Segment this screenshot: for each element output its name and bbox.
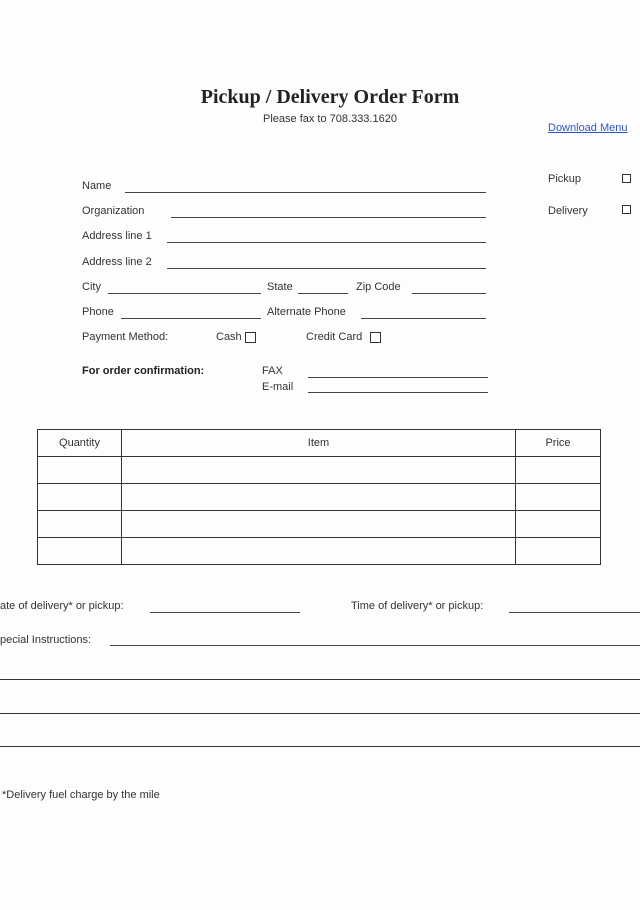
cash-checkbox[interactable] [245,332,256,343]
special-instructions-label: pecial Instructions: [0,634,92,646]
pickup-checkbox[interactable] [622,174,631,183]
address1-label: Address line 1 [82,230,152,242]
form-subtitle: Please fax to 708.333.1620 [263,113,397,125]
city-label: City [82,281,101,293]
table-row [38,457,601,484]
name-label: Name [82,180,112,192]
quantity-cell[interactable] [38,457,122,484]
organization-field[interactable] [171,217,486,218]
phone-label: Phone [82,306,114,318]
price-cell[interactable] [516,511,601,538]
state-label: State [267,281,293,293]
item-cell[interactable] [122,538,516,565]
alt-phone-field[interactable] [361,318,486,319]
payment-method-label: Payment Method: [82,331,169,343]
pickup-label: Pickup [548,173,582,185]
instructions-line-2[interactable] [0,679,640,680]
delivery-checkbox[interactable] [622,205,631,214]
price-cell[interactable] [516,484,601,511]
quantity-cell[interactable] [38,538,122,565]
email-label: E-mail [262,381,294,393]
fuel-charge-footnote: *Delivery fuel charge by the mile [2,789,160,801]
price-header: Price [516,430,601,457]
price-cell[interactable] [516,457,601,484]
form-title: Pickup / Delivery Order Form [200,86,460,108]
fax-label: FAX [262,365,283,377]
zip-field[interactable] [412,293,486,294]
email-field[interactable] [308,392,488,393]
credit-card-label: Credit Card [306,331,363,343]
name-field[interactable] [125,192,486,193]
price-cell[interactable] [516,538,601,565]
table-row [38,511,601,538]
organization-label: Organization [82,205,145,217]
download-menu-link[interactable]: Download Menu [548,122,628,134]
address2-field[interactable] [167,268,486,269]
item-cell[interactable] [122,484,516,511]
address2-label: Address line 2 [82,256,152,268]
zip-label: Zip Code [356,281,401,293]
fax-field[interactable] [308,377,488,378]
delivery-label: Delivery [548,205,588,217]
delivery-time-field[interactable] [509,612,640,613]
table-row [38,538,601,565]
delivery-date-label: ate of delivery* or pickup: [0,600,124,612]
quantity-cell[interactable] [38,511,122,538]
item-cell[interactable] [122,457,516,484]
address1-field[interactable] [167,242,486,243]
confirmation-label: For order confirmation: [82,365,205,377]
delivery-date-field[interactable] [150,612,300,613]
table-header-row [38,430,601,457]
instructions-line-3[interactable] [0,713,640,714]
alt-phone-label: Alternate Phone [267,306,346,318]
cash-label: Cash [216,331,242,343]
credit-card-checkbox[interactable] [370,332,381,343]
order-items-table [37,429,601,565]
state-field[interactable] [298,293,348,294]
phone-field[interactable] [121,318,261,319]
instructions-line-4[interactable] [0,746,640,747]
city-field[interactable] [108,293,261,294]
item-cell[interactable] [122,511,516,538]
table-row [38,484,601,511]
item-header: Item [122,430,516,457]
quantity-cell[interactable] [38,484,122,511]
special-instructions-field[interactable] [110,645,640,646]
delivery-time-label: Time of delivery* or pickup: [351,600,484,612]
quantity-header: Quantity [38,430,122,457]
